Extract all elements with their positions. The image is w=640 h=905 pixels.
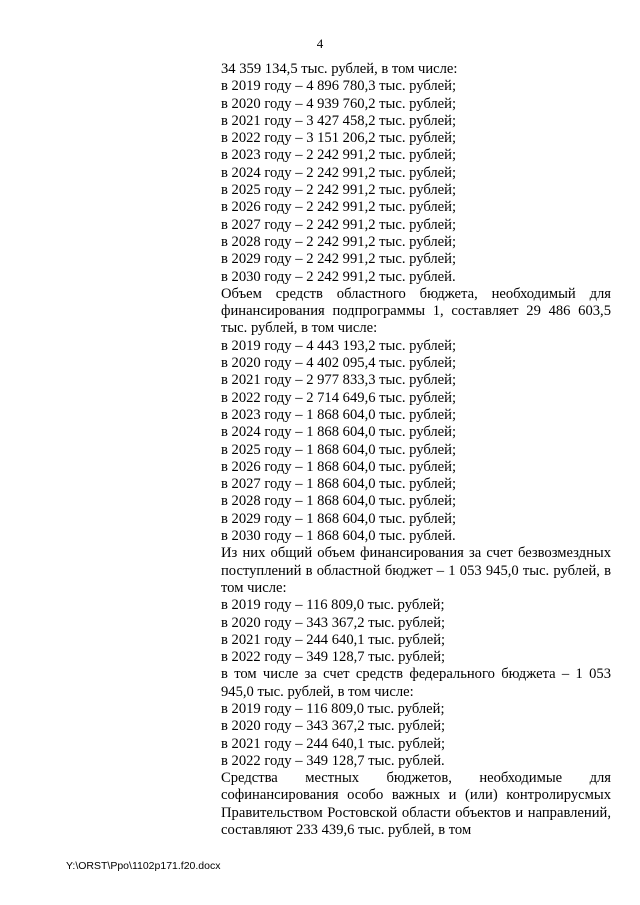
funding-total-year-line: в 2023 году – 2 242 991,2 тыс. рублей; [221, 147, 457, 164]
funding-total-year-line: в 2030 году – 2 242 991,2 тыс. рублей. [221, 268, 456, 285]
regional-budget-year-line: в 2026 году – 1 868 604,0 тыс. рублей; [221, 458, 457, 475]
funding-total-year-line: в 2026 году – 2 242 991,2 тыс. рублей; [221, 199, 457, 216]
document-body [221, 61, 611, 839]
federal-budget-paragraph: в том числе за счет средств федерального бюджета – 1 053 945,0 тыс. рублей, в том числе: [221, 666, 611, 700]
federal-budget-block [221, 666, 611, 770]
funding-total-year-line: в 2025 году – 2 242 991,2 тыс. рублей; [221, 182, 457, 199]
federal-budget-year-line: в 2019 году – 116 809,0 тыс. рублей; [221, 700, 445, 717]
regional-budget-year-line: в 2029 году – 1 868 604,0 тыс. рублей; [221, 510, 457, 527]
regional-budget-year-line: в 2028 году – 1 868 604,0 тыс. рублей; [221, 493, 457, 510]
gratuitous-receipts-year-line: в 2020 году – 343 367,2 тыс. рублей; [221, 614, 446, 631]
regional-budget-year-line: в 2030 году – 1 868 604,0 тыс. рублей. [221, 528, 456, 545]
page-number: 4 [316, 36, 324, 51]
federal-budget-year-line: в 2021 году – 244 640,1 тыс. рублей; [221, 735, 446, 752]
regional-budget-paragraph: Объем средств областного бюджета, необходимый для финансирования подпрограммы 1, составляет 29 486 603,5 тыс. рублей, в том числе: [221, 285, 611, 337]
gratuitous-receipts-year-line: в 2022 году – 349 128,7 тыс. рублей; [221, 649, 446, 666]
federal-budget-year-line: в 2020 году – 343 367,2 тыс. рублей; [221, 718, 446, 735]
regional-budget-year-line: в 2024 году – 1 868 604,0 тыс. рублей; [221, 424, 457, 441]
funding-total-year-line: в 2024 году – 2 242 991,2 тыс. рублей; [221, 164, 457, 181]
local-budget-paragraph: Средства местных бюджетов, необходимые для софинансирования особо важных и (или) контролирусмых Правительством Ростовской области объектов и направлений, составляют 233 439,6 тыс. рублей, в том [221, 770, 611, 839]
gratuitous-receipts-year-line: в 2019 году – 116 809,0 тыс. рублей; [221, 597, 445, 614]
regional-budget-year-line: в 2021 году – 2 977 833,3 тыс. рублей; [221, 372, 457, 389]
file-path-footer: Y:\ORST\Ppo\1102p171.f20.docx [66, 860, 221, 872]
regional-budget-year-line: в 2020 году – 4 402 095,4 тыс. рублей; [221, 355, 457, 372]
funding-total-year-line: в 2027 году – 2 242 991,2 тыс. рублей; [221, 216, 457, 233]
regional-budget-year-line: в 2025 году – 1 868 604,0 тыс. рублей; [221, 441, 457, 458]
regional-budget-year-line: в 2019 году – 4 443 193,2 тыс. рублей; [221, 337, 457, 354]
regional-budget-year-line: в 2023 году – 1 868 604,0 тыс. рублей; [221, 406, 457, 423]
funding-total-block [221, 61, 611, 286]
regional-budget-block [221, 286, 611, 545]
federal-budget-year-line: в 2022 году – 349 128,7 тыс. рублей. [221, 752, 445, 769]
funding-total-year-line: в 2028 году – 2 242 991,2 тыс. рублей; [221, 233, 457, 250]
regional-budget-year-line: в 2022 году – 2 714 649,6 тыс. рублей; [221, 389, 457, 406]
funding-total-year-line: в 2020 году – 4 939 760,2 тыс. рублей; [221, 95, 457, 112]
funding-total-year-line: в 2021 году – 3 427 458,2 тыс. рублей; [221, 112, 457, 129]
gratuitous-receipts-block [221, 545, 611, 666]
funding-total-intro: 34 359 134,5 тыс. рублей, в том числе: [221, 61, 458, 77]
regional-budget-year-line: в 2027 году – 1 868 604,0 тыс. рублей; [221, 476, 457, 493]
local-budget-block [221, 770, 611, 839]
gratuitous-receipts-paragraph: Из них общий объем финансирования за счет безвозмездных поступлений в областной бюджет – 1 053 945,0 тыс. рублей, в том числе: [221, 545, 611, 596]
funding-total-year-line: в 2029 году – 2 242 991,2 тыс. рублей; [221, 251, 457, 268]
gratuitous-receipts-year-line: в 2021 году – 244 640,1 тыс. рублей; [221, 631, 446, 648]
funding-total-year-line: в 2022 году – 3 151 206,2 тыс. рублей; [221, 130, 457, 147]
funding-total-year-line: в 2019 году – 4 896 780,3 тыс. рублей; [221, 78, 457, 95]
